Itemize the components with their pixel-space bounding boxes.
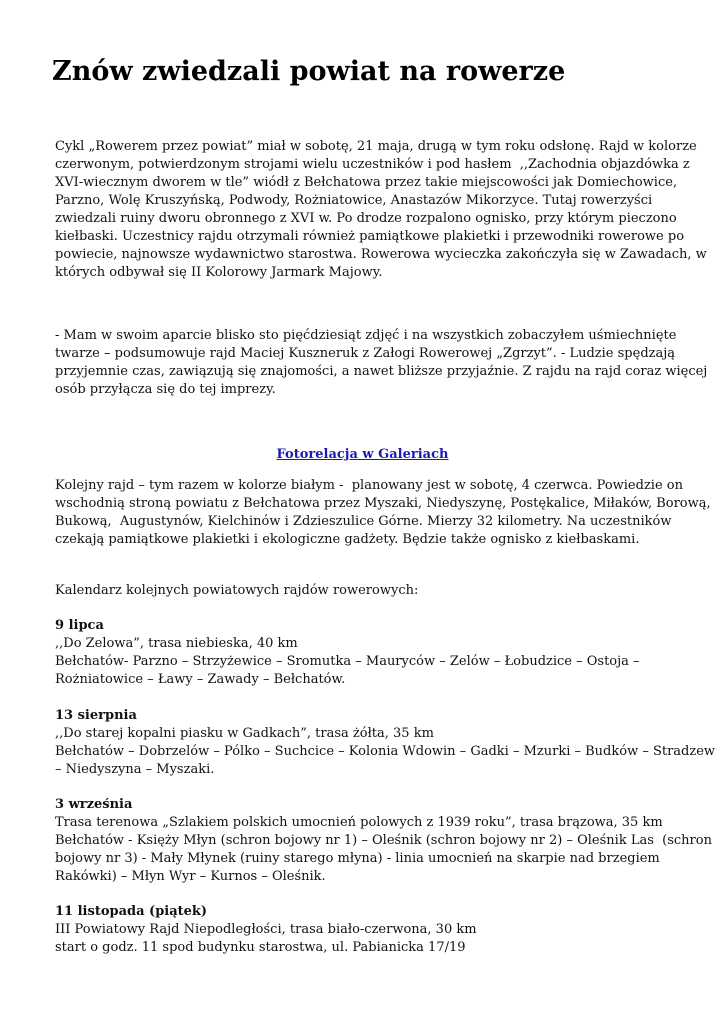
event-line: ,,Do starej kopalni piasku w Gadkach”, trasa żółta, 35 km bbox=[55, 726, 434, 741]
event-line: ,,Do Zelowa”, trasa niebieska, 40 km bbox=[55, 636, 298, 651]
event-date: 3 września bbox=[55, 797, 133, 812]
paragraph-line: - Mam w swoim aparcie blisko sto pięćdziesiąt zdjęć i na wszystkich zobaczyłem uśmiechnięte bbox=[55, 328, 677, 343]
paragraph-line: Parzno, Wolę Kruszyńską, Podwody, Rożniatowice, Anastazów Mikorzyce. Tutaj rowerzyści bbox=[55, 193, 653, 208]
event-line: Trasa terenowa „Szlakiem polskich umocnień polowych z 1939 roku”, trasa brązowa, 35 km bbox=[55, 815, 663, 830]
paragraph-line: osób przyłącza się do tej imprezy. bbox=[55, 382, 276, 397]
event-line: Bełchatów - Księży Młyn (schron bojowy nr 1) – Oleśnik (schron bojowy nr 2) – Oleśnik Las (schron bbox=[55, 833, 712, 848]
gallery-link[interactable]: Fotorelacja w Galeriach bbox=[276, 447, 449, 462]
paragraph-line: których odbywał się II Kolorowy Jarmark Majowy. bbox=[55, 265, 383, 280]
event-line: – Niedyszyna – Myszaki. bbox=[55, 762, 215, 777]
event-line: start o godz. 11 spod budynku starostwa, ul. Pabianicka 17/19 bbox=[55, 940, 466, 955]
event-block bbox=[55, 617, 680, 689]
event-block bbox=[55, 903, 680, 957]
paragraph-line: Kolejny rajd – tym razem w kolorze białym - planowany jest w sobotę, 4 czerwca. Powiedzie on bbox=[55, 478, 683, 493]
event-line: bojowy nr 3) - Mały Młynek (ruiny starego młyna) - linia umocnień na skarpie nad brzegiem bbox=[55, 851, 660, 866]
intro-paragraph bbox=[55, 138, 707, 282]
event-date: 13 sierpnia bbox=[55, 708, 137, 723]
article-title: Znów zwiedzali powiat na rowerze bbox=[52, 56, 566, 87]
paragraph-line: zwiedzali ruiny dworu obronnego z XVI w. Po drodze rozpalono ognisko, przy którym pieczono bbox=[55, 211, 677, 226]
event-date: 11 listopada (piątek) bbox=[55, 904, 208, 919]
event-block bbox=[55, 796, 712, 886]
paragraph-line: czerwonym, potwierdzonym strojami wielu uczestników i pod hasłem ,,Zachodnia objazdówka z bbox=[55, 157, 690, 172]
event-line: Rożniatowice – Ławy – Zawady – Bełchatów. bbox=[55, 672, 346, 687]
event-line: III Powiatowy Rajd Niepodległości, trasa biało-czerwona, 30 km bbox=[55, 922, 477, 937]
paragraph-line: wschodnią stroną powiatu z Bełchatowa przez Myszaki, Niedyszynę, Postękalice, Miłaków, Borową, bbox=[55, 496, 711, 511]
paragraph-line: czekają pamiątkowe plakietki i ekologiczne gadżety. Będzie także ognisko z kiełbaskami. bbox=[55, 532, 640, 547]
paragraph-line: przyjemnie czas, zawiązują się znajomości, a nawet bliższe przyjaźnie. Z rajdu na rajd coraz więcej bbox=[55, 364, 708, 379]
next-rally-paragraph bbox=[55, 477, 711, 549]
paragraph-line: kiełbaski. Uczestnicy rajdu otrzymali również pamiątkowe plakietki i przewodniki rowerowe po bbox=[55, 229, 685, 244]
calendar-heading: Kalendarz kolejnych powiatowych rajdów rowerowych: bbox=[55, 583, 419, 598]
event-line: Rakówki) – Młyn Wyr – Kurnos – Oleśnik. bbox=[55, 869, 326, 884]
event-line: Bełchatów – Dobrzelów – Pólko – Suchcice – Kolonia Wdowin – Gadki – Mzurki – Budków – Stradzew bbox=[55, 744, 716, 759]
paragraph-line: Cykl „Rowerem przez powiat” miał w sobotę, 21 maja, drugą w tym roku odsłonę. Rajd w kolorze bbox=[55, 139, 697, 154]
paragraph-line: Bukową, Augustynów, Kielchinów i Zdzieszulice Górne. Mierzy 32 kilometry. Na uczestników bbox=[55, 514, 672, 529]
paragraph-line: twarze – podsumowuje rajd Maciej Kuszneruk z Załogi Rowerowej „Zgrzyt”. - Ludzie spędzają bbox=[55, 346, 676, 361]
event-date: 9 lipca bbox=[55, 618, 104, 633]
paragraph-line: powiecie, najnowsze wydawnictwo starostwa. Rowerowa wycieczka zakończyła się w Zawadach, w bbox=[55, 247, 707, 262]
event-line: Bełchatów- Parzno – Strzyżewice – Sromutka – Mauryców – Zelów – Łobudzice – Ostoja – bbox=[55, 654, 640, 669]
quote-paragraph bbox=[55, 327, 708, 399]
event-block bbox=[55, 707, 716, 779]
paragraph-line: XVI-wiecznym dworem w tle” wiódł z Bełchatowa przez takie miejscowości jak Domiechowice, bbox=[55, 175, 678, 190]
